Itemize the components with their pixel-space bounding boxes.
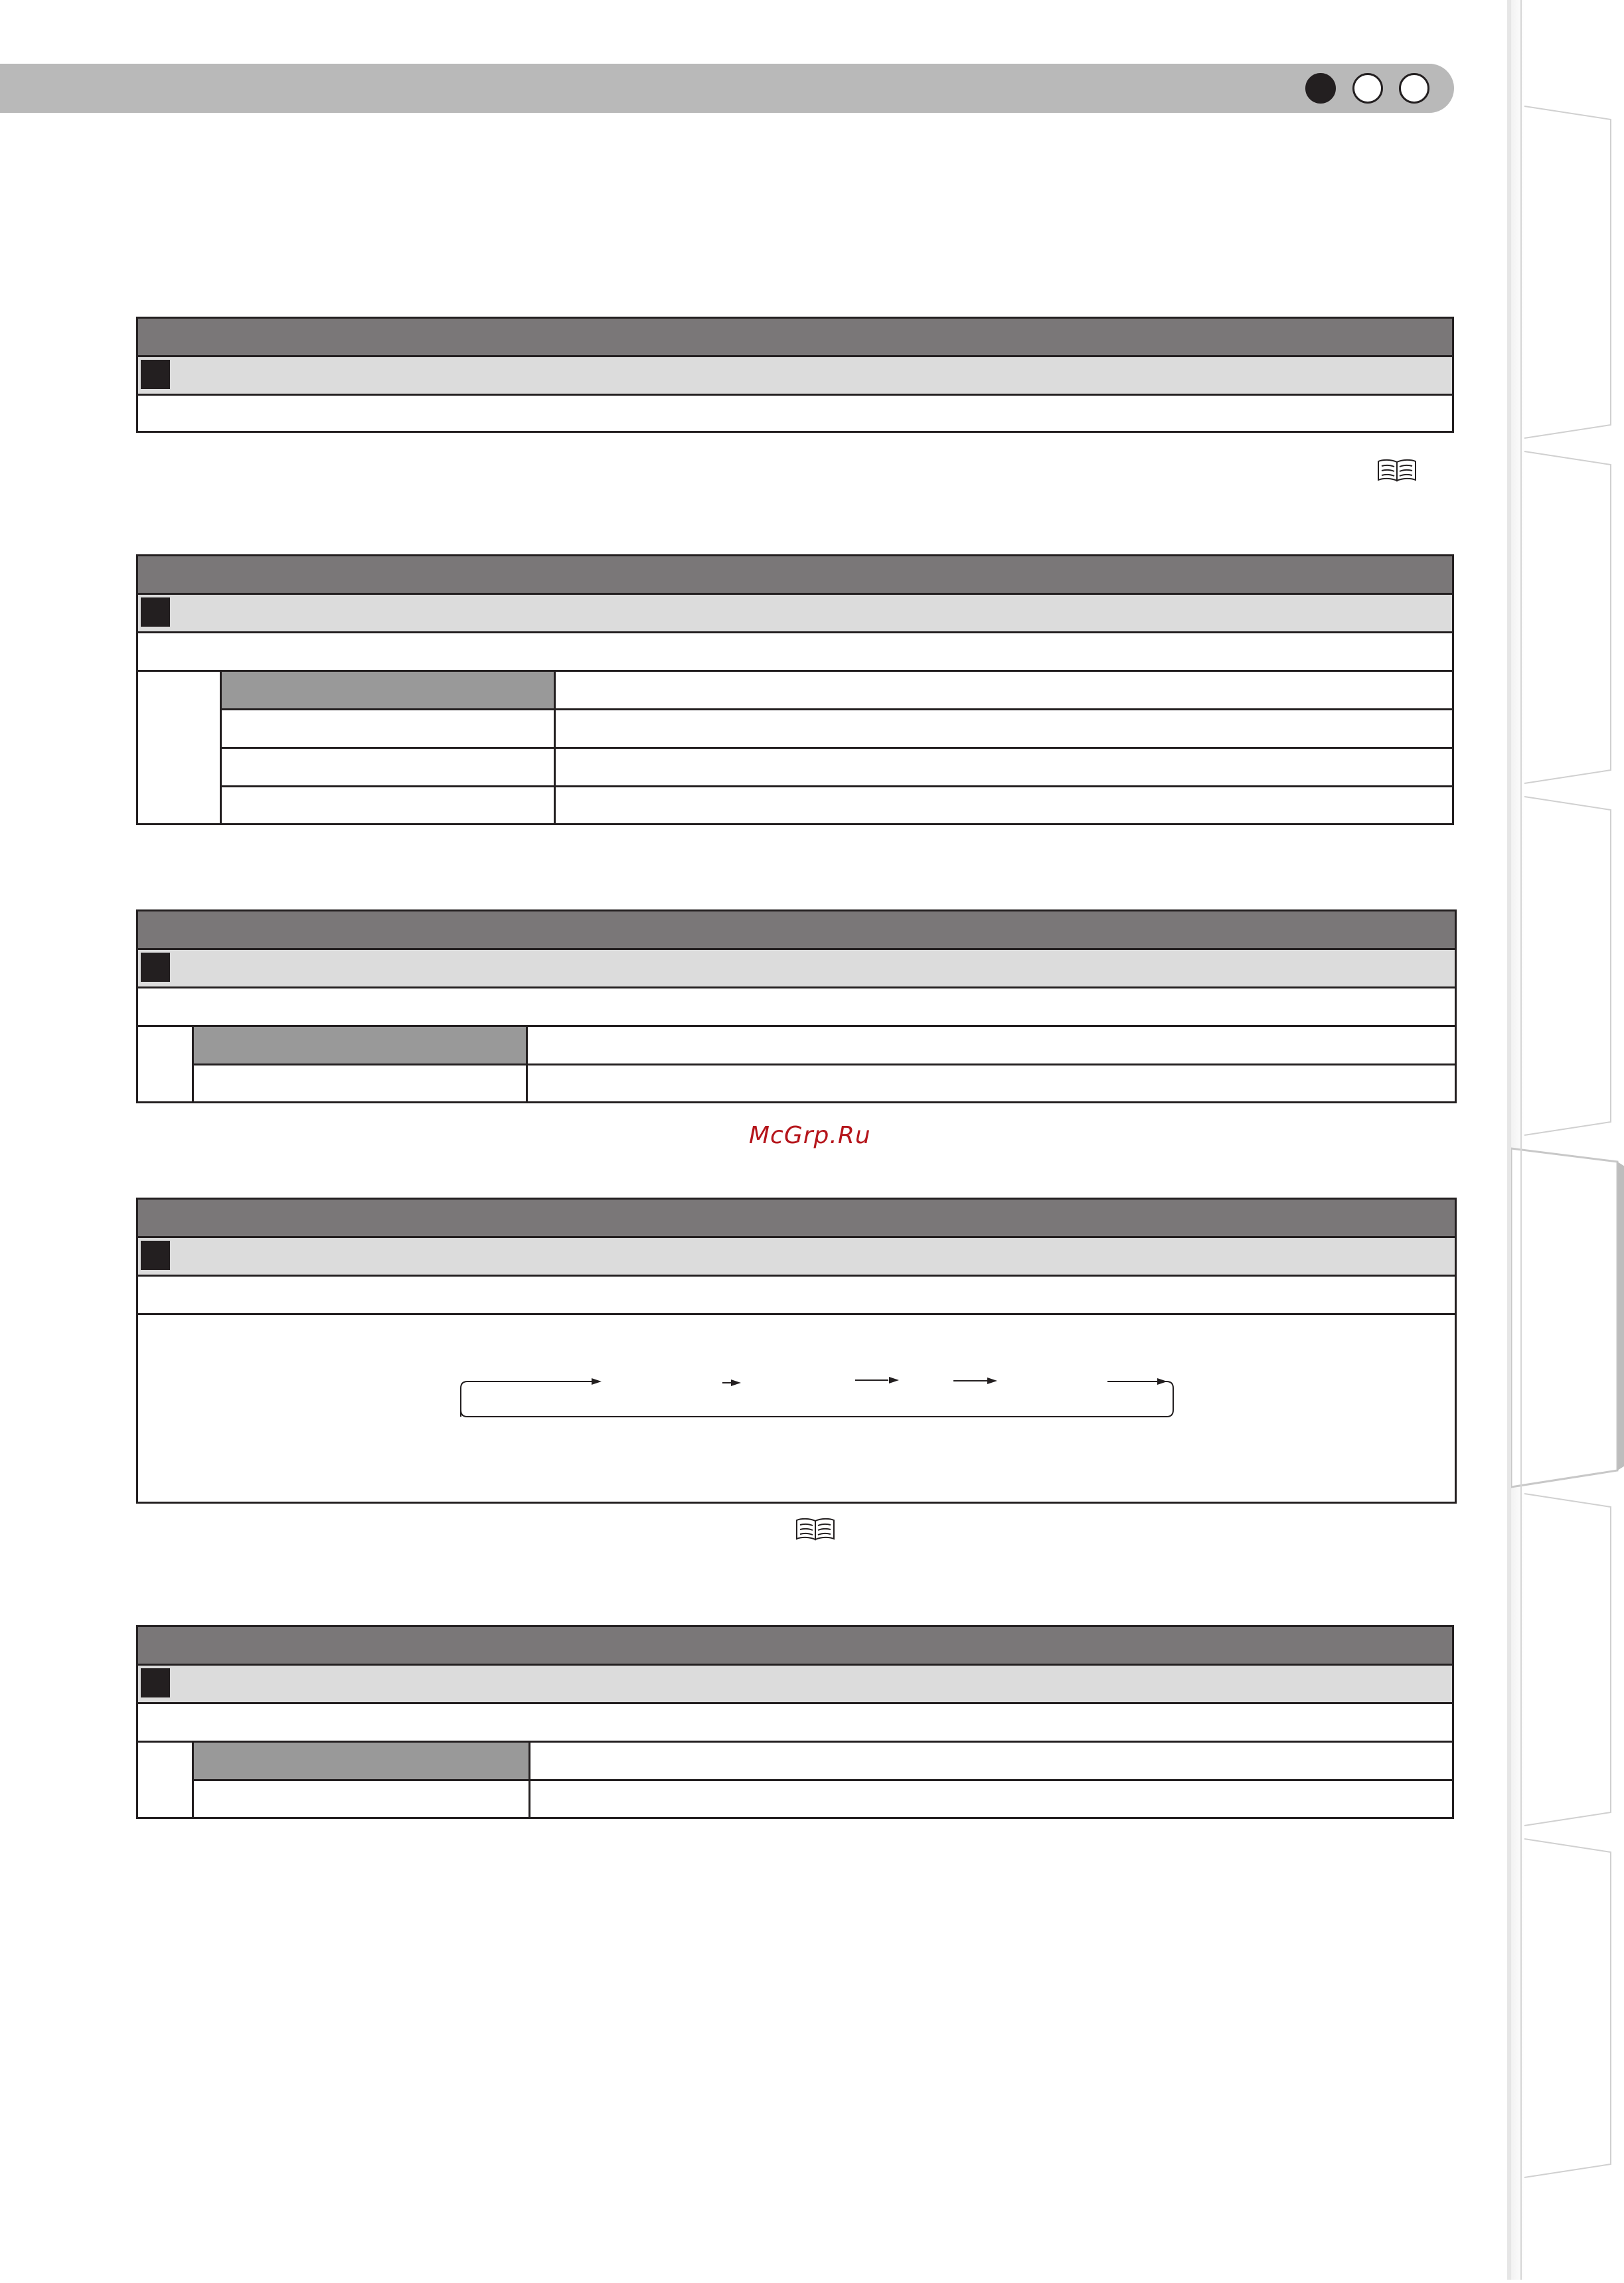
- open-book-icon: [1376, 458, 1418, 483]
- active-tab: [1511, 1148, 1617, 1487]
- description-row: [138, 1277, 1455, 1315]
- settings-table-3: [136, 909, 1457, 1103]
- settings-table-5: [136, 1625, 1454, 1819]
- table-title-row: [138, 319, 1452, 357]
- table-title-row: [138, 556, 1452, 595]
- description-row: [138, 396, 1452, 431]
- black-square-icon: [141, 597, 170, 627]
- chapter-dot-empty-icon: [1399, 73, 1429, 104]
- settings-table-1: [136, 317, 1454, 433]
- arrow-right-icon: [731, 1379, 741, 1386]
- watermark-text: McGrp.Ru: [749, 1122, 871, 1149]
- item-row: [138, 357, 1452, 396]
- divider: [194, 1779, 1452, 1781]
- item-row: [138, 1666, 1452, 1704]
- settings-table-2: [136, 554, 1454, 825]
- arrow-right-icon: [889, 1377, 899, 1383]
- divider: [222, 785, 1452, 787]
- table-title-row: [138, 911, 1455, 950]
- chapter-header-band: [0, 64, 1454, 113]
- value-header-cell: [194, 1743, 528, 1779]
- divider: [194, 1063, 1455, 1065]
- arrow-right-icon: [1157, 1378, 1167, 1385]
- chapter-dot-empty-icon: [1352, 73, 1383, 104]
- black-square-icon: [141, 1668, 170, 1697]
- black-square-icon: [141, 953, 170, 982]
- item-row: [138, 950, 1455, 988]
- divider: [222, 747, 1452, 749]
- open-book-icon: [795, 1517, 836, 1542]
- side-tab-strip: [1507, 0, 1624, 2280]
- description-row: [138, 988, 1455, 1027]
- binding-line: [1520, 0, 1522, 2280]
- item-row: [138, 1238, 1455, 1277]
- settings-table-4: [136, 1198, 1457, 1504]
- arrow-right-icon: [592, 1378, 602, 1385]
- black-square-icon: [141, 360, 170, 389]
- arrow-right-icon: [987, 1378, 997, 1384]
- chapter-dot-filled-icon: [1305, 73, 1336, 104]
- table-title-row: [138, 1627, 1452, 1666]
- description-row: [138, 1704, 1452, 1743]
- divider: [222, 708, 1452, 710]
- description-row: [138, 633, 1452, 672]
- item-row: [138, 595, 1452, 633]
- value-header-cell: [222, 672, 554, 708]
- black-square-icon: [141, 1241, 170, 1270]
- cycle-diagram: [138, 1315, 1455, 1502]
- value-header-cell: [194, 1027, 526, 1063]
- section-tabs: [1511, 0, 1624, 2280]
- table-title-row: [138, 1200, 1455, 1238]
